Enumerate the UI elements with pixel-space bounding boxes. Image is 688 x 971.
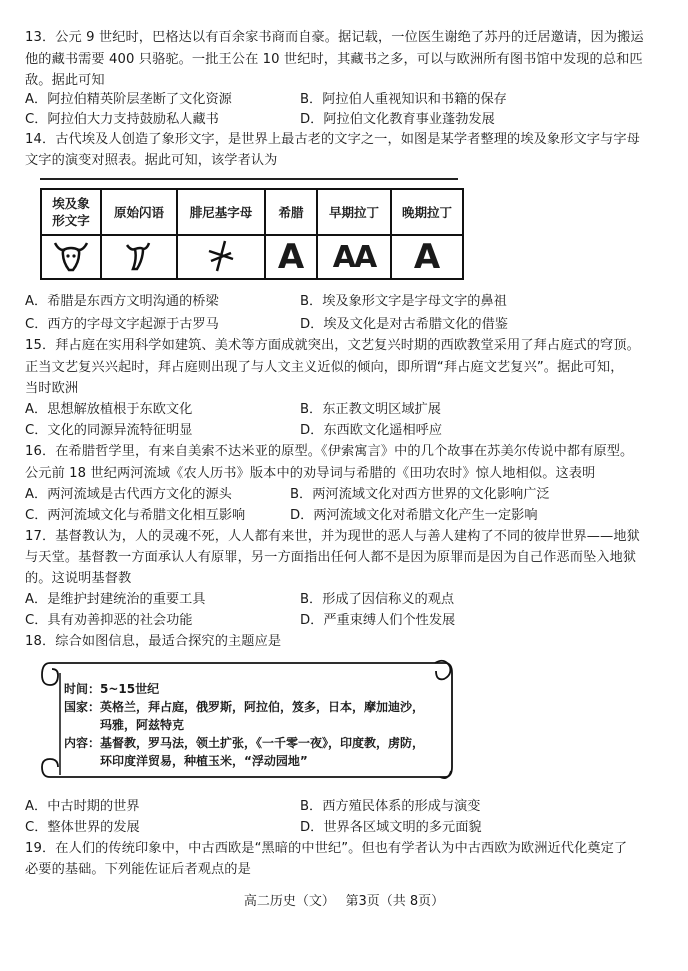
q13-option-a: A．阿拉伯精英阶层垄断了文化资源 [25,92,232,107]
page-footer: 高二历史（文） 第3页（共 8页） [243,894,445,909]
q13-stem-line-3: 敌。据此可知 [25,73,105,88]
header-greek: 希腊 [265,189,317,235]
q14-stem-line-1: 14．古代埃及人创造了象形文字，是世界上最古老的文字之一，如图是某学者整理的埃及象形文字与字母 [25,132,640,147]
scroll-countries-2: 玛雅，阿兹特克 [64,718,185,732]
q15-stem-line-1: 15．拜占庭在实用科学如建筑、美术等方面成就突出，文艺复兴时期的西欧教堂采用了拜占庭式的穹顶。 [25,338,640,353]
q13-stem-line-1: 13．公元 9 世纪时，巴格达以有百余家书商而自豪。据记载，一位医生谢绝了苏丹的迁居邀请，因为搬运 [25,30,644,45]
scroll-countries-1: 国家：英格兰，拜占庭，俄罗斯，阿拉伯，笈多，日本，摩加迪沙， [64,700,425,714]
table-top-rule [40,178,458,188]
q16-stem-line-2: 公元前 18 世纪两河流域《农人历书》版本中的劝导词与希腊的《田功农时》惊人地相似。这表明 [25,466,596,481]
header-proto-semitic: 原始闪语 [101,189,177,235]
q15-stem-line-3: 当时欧洲 [25,381,79,396]
q16-stem-line-1: 16．在希腊哲学里，有来自美索不达米亚的原型。《伊索寓言》中的几个故事在苏美尔传说中都有原型。 [25,444,634,459]
q18-option-c: C．整体世界的发展 [25,820,140,835]
ox-head-hieroglyph-icon [41,235,101,279]
q14-option-a: A．希腊是东西方文明沟通的桥梁 [25,294,219,309]
q17-option-a: A．是维护封建统治的重要工具 [25,592,206,607]
q17-option-d: D．严重束缚人们个性发展 [300,613,456,628]
q15-option-c: C．文化的同源异流特征明显 [25,423,193,438]
q14-option-d: D．埃及文化是对古希腊文化的借鉴 [300,317,508,332]
scroll-content-1: 内容：基督教，罗马法，领土扩张，《一千零一夜》，印度教，虏防， [64,736,425,750]
script-evolution-table [40,188,464,280]
late-latin-glyph: A [391,235,463,279]
header-phoenician: 腓尼基字母 [177,189,265,235]
q17-option-b: B．形成了因信称义的观点 [300,592,455,607]
phoenician-aleph-icon [177,235,265,279]
q17-stem-line-1: 17．基督教认为，人的灵魂不死，人人都有来世，并为现世的恶人与善人建构了不同的彼岸世界——地狱 [25,529,640,544]
q13-option-c: C．阿拉伯大力支持鼓励私人藏书 [25,112,219,127]
q14-option-c: C．西方的字母文字起源于古罗马 [25,317,219,332]
q17-stem-line-3: 的。这说明基督教 [25,571,132,586]
q17-option-c: C．具有劝善抑恶的社会功能 [25,613,193,628]
greek-alpha-glyph: A [265,235,317,279]
q17-stem-line-2: 与天堂。基督教一方面承认人有原罪，另一方面指出任何人都不是因为原罪而是因为自己作恶而坠入地狱 [25,550,637,565]
q13-stem-line-2: 他的藏书需要 400 只骆驼。一批王公在 10 世纪时，其藏书之多，可以与欧洲所有图书馆中发现的总和匹 [25,52,643,67]
scroll-time: 时间：5~15世纪 [64,682,160,696]
q13-option-b: B．阿拉伯人重视知识和书籍的保存 [300,92,507,107]
q13-option-d: D．阿拉伯文化教育事业蓬勃发展 [300,112,495,127]
header-late-latin: 晚期拉丁 [391,189,463,235]
q18-option-d: D．世界各区域文明的多元面貌 [300,820,482,835]
early-latin-glyph: AA [317,235,391,279]
q14-option-b: B．埃及象形文字是字母文字的鼻祖 [300,294,507,309]
q18-stem-line-1: 18．综合如图信息，最适合探究的主题应是 [25,634,282,649]
scroll-content [64,680,424,770]
scroll-content-2: 环印度洋贸易，种植玉米，“浮动园地” [64,754,308,768]
q16-option-c: C．两河流域文化与希腊文化相互影响 [25,508,246,523]
q16-option-b: B．两河流域文化对西方世界的文化影响广泛 [290,487,550,502]
q14-stem-line-2: 文字的演变对照表。据此可知，该学者认为 [25,153,278,168]
q19-stem-line-2: 必要的基础。下列能佐证后者观点的是 [25,862,251,877]
header-egyptian [41,189,101,235]
proto-sinaitic-alef-icon [101,235,177,279]
q18-option-b: B．西方殖民体系的形成与演变 [300,799,481,814]
header-egyptian-text: 埃及象形文字 [52,196,90,228]
q16-option-d: D．两河流域文化对希腊文化产生一定影响 [290,508,538,523]
header-early-latin: 早期拉丁 [317,189,391,235]
q18-option-a: A．中古时期的世界 [25,799,140,814]
q19-stem-line-1: 19．在人们的传统印象中，中古西欧是“黑暗的中世纪”。但也有学者认为中古西欧为欧洲近代化奠定了 [25,841,628,856]
q15-option-b: B．东正教文明区域扩展 [300,402,441,417]
q15-option-d: D．东西欧文化遥相呼应 [300,423,443,438]
q15-option-a: A．思想解放植根于东欧文化 [25,402,193,417]
q15-stem-line-2: 正当文艺复兴兴起时，拜占庭则出现了与人文主义近似的倾向，即所谓“拜占庭文艺复兴”。据此可知， [25,360,624,375]
q16-option-a: A．两河流域是古代西方文化的源头 [25,487,232,502]
